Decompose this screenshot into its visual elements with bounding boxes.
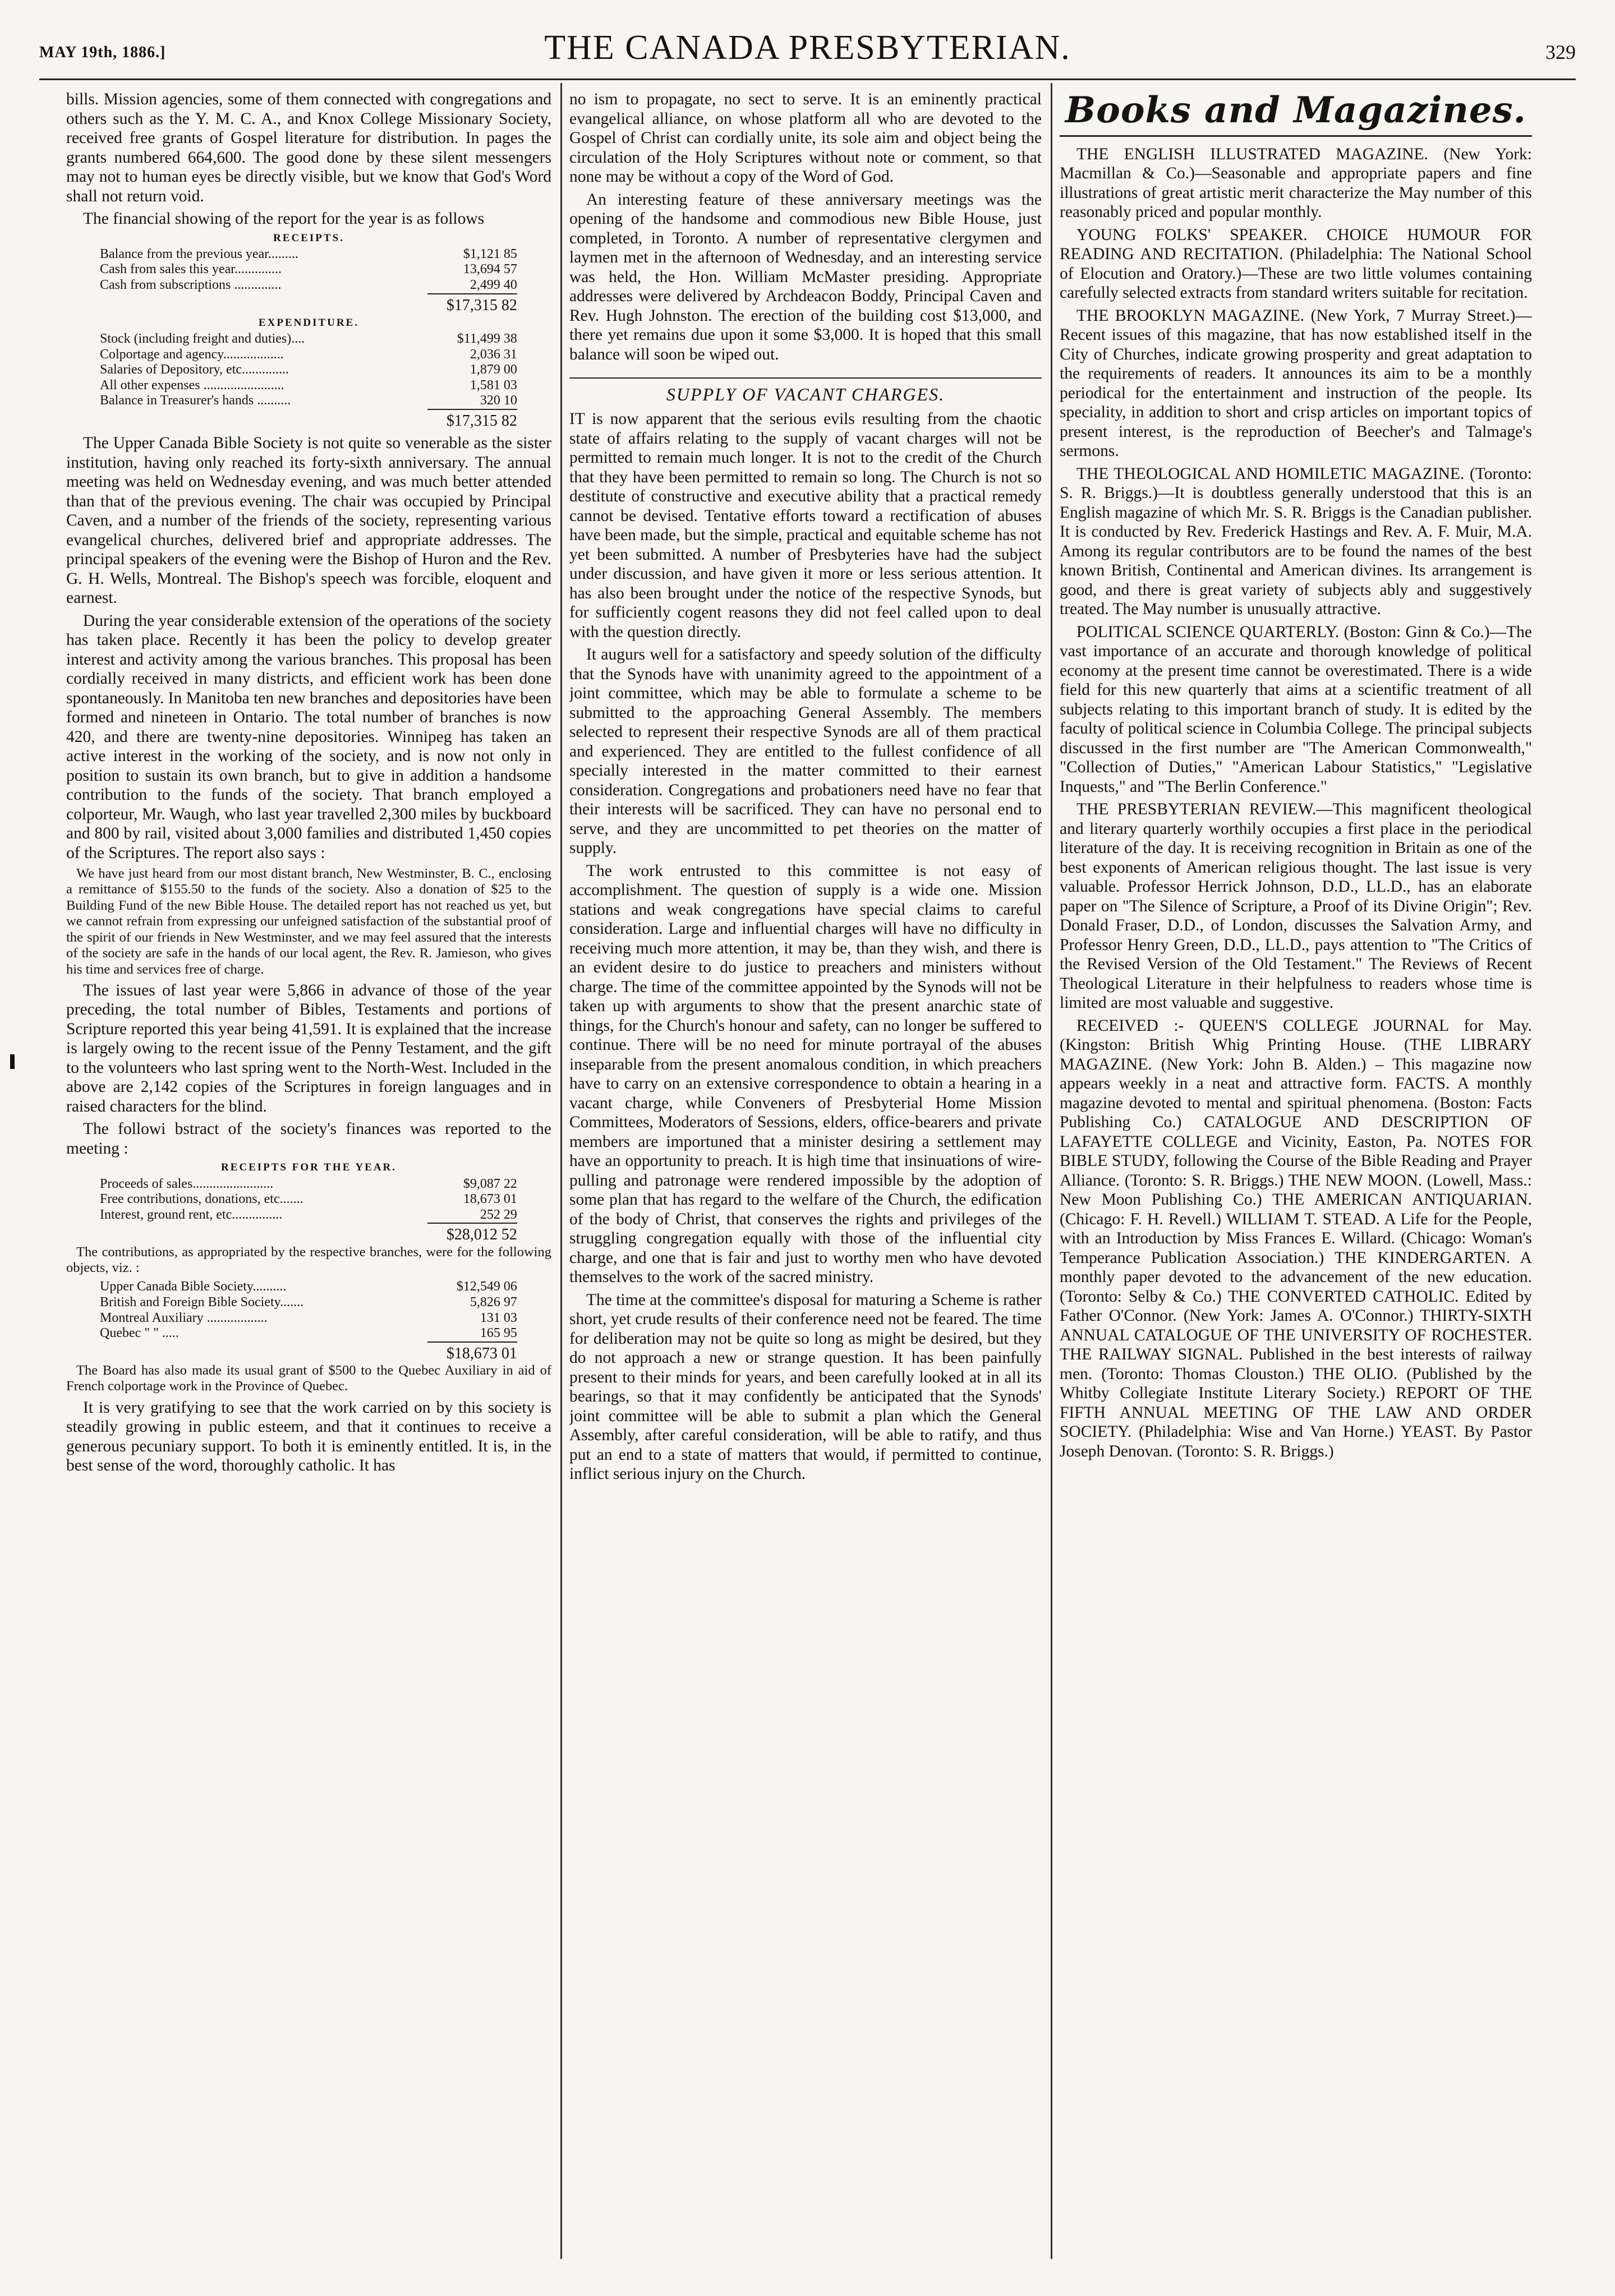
paragraph: The issues of last year were 5,866 in advance of those of the year preceding, the total number of Bibles, Testaments and portions of Scripture reported this year being 41,591. It is explained that the increase is largely owing to the recent issue of the Penny Testament, and the gift to the volunteers who last spring went to the North-West. Included in the above are 2,142 copies of the Scriptures in foreign languages and in raised characters for the blind. (66, 981, 551, 1115)
review-entry: THE PRESBYTERIAN REVIEW.—This magnificent theological and literary quarterly worthily occupies a first place in the periodical literature of the day. It is receiving recognition in Britain as one of the best exponents of American religious thought. The last issue is very valuable. Professor Herrick Johnson, D.D., LL.D., has an elaborate paper on "The Silence of Scripture, a Proof of its Divine Origin"; Rev. Donald Fraser, D.D., of London, discusses the Salvation Army, and Professor Henry Green, D.D., LL.D., pays attention to "The Critics of the Revised Version of the Old Testament." The Reviews of Recent Theological Literature in their helpfulness to readers whose time is limited are most valuable and suggestive. (1060, 800, 1532, 1012)
table-total-row: $18,673 01 (100, 1342, 517, 1363)
review-entry: YOUNG FOLKS' SPEAKER. CHOICE HUMOUR FOR READING AND RECITATION. (Philadelphia: The National School of Elocution and Oratory.)—These are two little volumes containing carefully selected extracts from standard writers suitable for recitation. (1060, 225, 1532, 302)
paragraph: The financial showing of the report for the year is as follows (83, 210, 485, 228)
contributions-note: The contributions, as appropriated by the respective branches, were for the following objects, viz. : (66, 1244, 551, 1275)
table-total-row: $28,012 52 (100, 1223, 517, 1244)
table-row: Colportage and agency.................. 2,036 31 (100, 347, 517, 362)
table-total-row: $17,315 82 (100, 409, 517, 430)
quoted-report: We have just heard from our most distant branch, New Westminster, B. C., enclosing a remittance of $155.50 to the funds of the society. Also a donation of $25 to the Building Fund of the new Bible House. The detailed report has not reached us yet, but we cannot refrain from expressing our unfeigned satisfaction of the substantial proof of the spirit of our friends in New Westminster, and we may feel assured that the interests of the society are safe in the hands of our local agent, the Rev. R. Jamieson, who gives his time and services free of charge. (66, 866, 551, 977)
review-entry: RECEIVED :- QUEEN'S COLLEGE JOURNAL for May. (Kingston: British Whig Printing House. (THE LIBRARY MAGAZINE. (New York: John B. Alden.) – This magazine now appears weekly in a neat and attractive form. FACTS. A monthly magazine devoted to mental and spiritual phenomena. (Boston: Facts Publishing Co.) CATALOGUE AND DESCRIPTION OF LAFAYETTE COLLEGE and Vicinity, Easton, Pa. NOTES FOR BIBLE STUDY, following the Course of the Bible Reading and Prayer Alliance. (Toronto: S. R. Briggs.) THE NEW MOON. (Lowell, Mass.: New Moon Publishing Co.) THE AMERICAN ANTIQUARIAN. (Chicago: F. H. Revell.) WILLIAM T. STEAD. A Life for the People, with an Introduction by Miss Frances E. Willard. (Chicago: Woman's Temperance Publication Association.) THE KINDERGARTEN. A monthly paper devoted to the advancement of the new education. (Toronto: Selby & Co.) THE CONVERTED CATHOLIC. Edited by Father O'Connor. (New York: James A. O'Connor.) THIRTY-SIXTH ANNUAL CATALOGUE OF THE UNIVERSITY OF ROCHESTER. THE RAILWAY SIGNAL. Published in the best interests of railway men. (Toronto: Thomas Clouston.) THE OLIO. (Published by the Whitby Collegiate Institute Literary Society.) REPORT OF THE FIFTH ANNUAL MEETING OF THE LAW AND ORDER SOCIETY. (Philadelphia: Wise and Van Horne.) YEAST. By Pastor Joseph Denovan. (Toronto: S. R. Briggs.) (1060, 1016, 1532, 1460)
column-divider-2 (1051, 83, 1052, 2259)
paragraph: The followi bstract of the society's finances was reported to the meeting : (66, 1120, 551, 1158)
paragraph: It is very gratifying to see that the work carried on by this society is steadily growing in public esteem, and that it continues to receive a generous pecuniary support. To both it is eminently entitled. It is, in the best sense of the word, thoroughly catholic. It has (66, 1398, 551, 1475)
review-entry: THE BROOKLYN MAGAZINE. (New York, 7 Murray Street.)—Recent issues of this magazine, that has now established itself in the City of Churches, indicate growing prosperity and great adaptation to the requirements of readers. It announces its aim to be a monthly periodical for the entertainment and instruction of the people. Its speciality, in addition to short and crisp articles on important topics of present interest, is the reproduction of Beecher's and Talmage's sermons. (1060, 306, 1532, 460)
receipts-year-table (100, 1177, 517, 1244)
table-row: Cash from subscriptions .............. 2,499 40 (100, 277, 517, 292)
table-row: Proceeds of sales........................ $9,087 22 (100, 1176, 517, 1191)
paragraph: It augurs well for a satisfactory and speedy solution of the difficulty that the Synods have with unanimity agreed to the appointment of a joint committee, which may be able to formulate a scheme to be submitted to the approaching General Assembly. The members selected to represent their respective Synods are all of them practical and experienced. They are entitled to the fullest confidence of all specially interested in the matter committed to their earnest consideration. Congregations and probationers need have no fear that their interests will be sacrificed. They can have no personal end to serve, and they are uncommitted to pet theories on the matter of supply. (569, 646, 1042, 857)
paragraph: no ism to propagate, no sect to serve. It is an eminently practical evangelical alliance, on whose platform all who are devoted to the Gospel of Christ can cordially unite, its sole aim and object being the circulation of the Holy Scriptures without note or comment, so that none may be without a copy of the Word of God. (569, 90, 1042, 186)
section-heading: Books and Magazines. (1065, 90, 1526, 131)
table-row: Montreal Auxiliary .................. 131 03 (100, 1310, 517, 1325)
receipts-year-heading: RECEIPTS FOR THE YEAR. (220, 1161, 397, 1174)
paragraph: bills. Mission agencies, some of them connected with congregations and others such as the Y. M. C. A., and Knox College Missionary Society, received free grants of Gospel literature for distribution. In pages the grants numbered 664,600. The good done by these silent messengers may not to human eyes be directly visible, but we know that God's Word shall not return void. (66, 90, 551, 205)
table-row: British and Foreign Bible Society....... 5,826 97 (100, 1295, 517, 1310)
paragraph: An interesting feature of these anniversary meetings was the opening of the handsome and commodious new Bible House, just completed, in Toronto. A number of representative clergymen and laymen met in the afternoon of Wednesday, and an interesting service was held, the Hon. William McMaster presiding. Appropriate addresses were delivered by Archdeacon Boddy, Principal Caven and Rev. Hugh Johnston. The erection of the building cost $13,000, and there yet remains due upon it some $3,000. It is hoped that this small balance will soon be wiped out. (569, 190, 1042, 363)
paragraph: IT is now apparent that the serious evils resulting from the chaotic state of affairs relating to the supply of vacant charges will not be permitted to remain much longer. It is not to the credit of the Church that they have been permitted to remain so long. The Church is not so destitute of constructive and executive ability that a practical remedy cannot be devised. Tentative efforts toward a rectification of abuses have been made, but the simple, practical and equitable scheme has not yet been submitted. A number of Presbyteries have had the subject under discussion, and have given it more or less serious attention. It has also been brought under the notice of the respective Synods, but for sufficiently cogent reasons they did not feel called upon to deal with the question directly. (569, 410, 1042, 641)
masthead-title: THE CANADA PRESBYTERIAN. (544, 29, 1071, 67)
margin-mark (10, 1054, 15, 1069)
review-entry: THE ENGLISH ILLUSTRATED MAGAZINE. (New York: Macmillan & Co.)—Seasonable and appropriate papers and fine illustrations of great artistic merit characterize the May number of this reasonably priced and popular monthly. (1060, 145, 1532, 222)
paragraph: The work entrusted to this committee is not easy of accomplishment. The question of supply is a wide one. Mission stations and weak congregations have special claims to careful consideration. Large and influential charges will have no difficulty in receiving much more attention, it may be, than they wish, and there is an evident desire to do justice to preachers and ministers without charge. The time of the committee appointed by the Synods will not be taken up with arguments to show that the present anarchic state of things, for the Church's honour and safety, can no longer be suffered to continue. There will be no need for minute portrayal of the abuses inseparable from the present anomalous condition, in which preachers have to carry on an extensive correspondence to obtain a hearing in a vacant charge, while Conveners of Presbyterial Home Mission Committees, Moderators of Sessions, elders, office-bearers and private members are importuned that a minister desiring a settlement may have an opportunity to preach. It is high time that insinuations of wire-pulling and patronage were rendered impossible by the adoption of some plan that has regard to the welfare of the Church, the edification of the body of Christ, that conserves the rights and privileges of the struggling congregation equally with those of the influential city charge, and one that is fair and just to worthy men who have devoted themselves to the work of the sacred ministry. (569, 861, 1042, 1287)
table-row: Free contributions, donations, etc....... 18,673 01 (100, 1192, 517, 1207)
receipts-table (100, 247, 517, 315)
paragraph: The time at the committee's disposal for maturing a Scheme is rather short, yet crude results of their conference need not be feared. The time for deliberation may not be quite so long as might be desired, but they do not approach a new or strange question. It has been painfully present to their minds for years, and been carefully looked at in all its bearings, so that it may confidently be anticipated that the Synods' joint committee will be able to submit a plan which the General Assembly, after careful consideration, will be able to ratify, and thus put an end to a state of matters that would, if permitted to continue, inflict serious injury on the Church. (569, 1290, 1042, 1483)
paragraph: The Upper Canada Bible Society is not quite so venerable as the sister institution, having only reached its forty-sixth anniversary. The annual meeting was held on Wednesday evening, and was much better attended than that of the previous evening. The chair was occupied by Principal Caven, and a number of the friends of the society, representing various evangelical churches, delivered brief and appropriate addresses. The principal speakers of the evening were the Bishop of Huron and the Rev. G. H. Wells, Montreal. The Bishop's speech was forcible, eloquent and earnest. (66, 434, 551, 607)
expenditure-heading: EXPENDITURE. (258, 316, 360, 329)
issue-date: MAY 19th, 1886.] (39, 44, 166, 61)
table-row: Balance from the previous year......... $1,121 85 (100, 246, 517, 261)
table-total-row: $17,315 82 (100, 294, 517, 315)
table-row: Balance in Treasurer's hands .......... 320 10 (100, 393, 517, 408)
header-rule (39, 79, 1576, 80)
table-row: All other expenses ........................ 1,581 03 (100, 377, 517, 393)
heading-rule (1060, 135, 1532, 137)
table-row: Stock (including freight and duties).... $11,499 38 (100, 331, 517, 346)
table-row: Salaries of Depository, etc.............. 1,879 00 (100, 362, 517, 377)
column-3 (1060, 90, 1532, 2260)
contributions-table (100, 1279, 517, 1363)
table-row: Upper Canada Bible Society.......... $12,549 06 (100, 1279, 517, 1294)
section-rule (569, 377, 1042, 379)
section-heading: SUPPLY OF VACANT CHARGES. (666, 384, 945, 404)
column-divider-1 (560, 83, 562, 2259)
table-row: Quebec " " ..... 165 95 (100, 1326, 517, 1341)
table-row: Interest, ground rent, etc............... 252 29 (100, 1207, 517, 1222)
table-row: Cash from sales this year.............. 13,694 57 (100, 262, 517, 277)
paragraph: During the year considerable extension of the operations of the society has taken place. Recently it has been the policy to develop greater interest and activity among the various branches. This proposal has been cordially received in many districts, and efficient work has been done spontaneously. In Manitoba ten new branches and depositories have been formed and nineteen in Ontario. The total number of branches is now 420, and there are twenty-nine depositories. Winnipeg has taken an active interest in the working of the society, and is now not only in position to sustain its own branch, but to give in addition a handsome contribution to the funds of the society. That branch employed a colporteur, Mr. Waugh, who last year travelled 2,300 miles by buckboard and 800 by rail, visited about 3,000 families and distributed 1,450 copies of the Scriptures. The report also says : (66, 611, 551, 862)
page-number: 329 (1545, 41, 1576, 63)
review-entry: POLITICAL SCIENCE QUARTERLY. (Boston: Ginn & Co.)—The vast importance of an accurate and thorough knowledge of political economy at the present time cannot be overestimated. There is a wide field for this new quarterly that aims at a scientific treatment of all subjects relating to this important branch of study. It is edited by the faculty of political science in Columbia College. The principal subjects discussed in the first number are "The American Commonwealth," "Collection of Duties," "American Labour Statistics," "Legislative Inquests," and "The Berlin Conference." (1060, 623, 1532, 796)
receipts-heading: RECEIPTS. (273, 232, 344, 244)
column-2 (569, 90, 1042, 2260)
board-note: The Board has also made its usual grant of $500 to the Quebec Auxiliary in aid of French colportage work in the Province of Quebec. (66, 1362, 551, 1394)
column-1 (66, 90, 551, 2260)
expenditure-table (100, 331, 517, 430)
review-entry: THE THEOLOGICAL AND HOMILETIC MAGAZINE. (Toronto: S. R. Briggs.)—It is doubtless generally understood that this is an English magazine of which Mr. S. R. Briggs is the Canadian publisher. It is conducted by Rev. Frederick Hastings and Rev. A. F. Muir, M.A. Among its regular contributors are to be found the names of the best known British, Continental and American divines. Its arrangement is good, and there is great variety of subjects ably and suggestively treated. The May number is unusually attractive. (1060, 464, 1532, 619)
page-header (39, 28, 1576, 76)
